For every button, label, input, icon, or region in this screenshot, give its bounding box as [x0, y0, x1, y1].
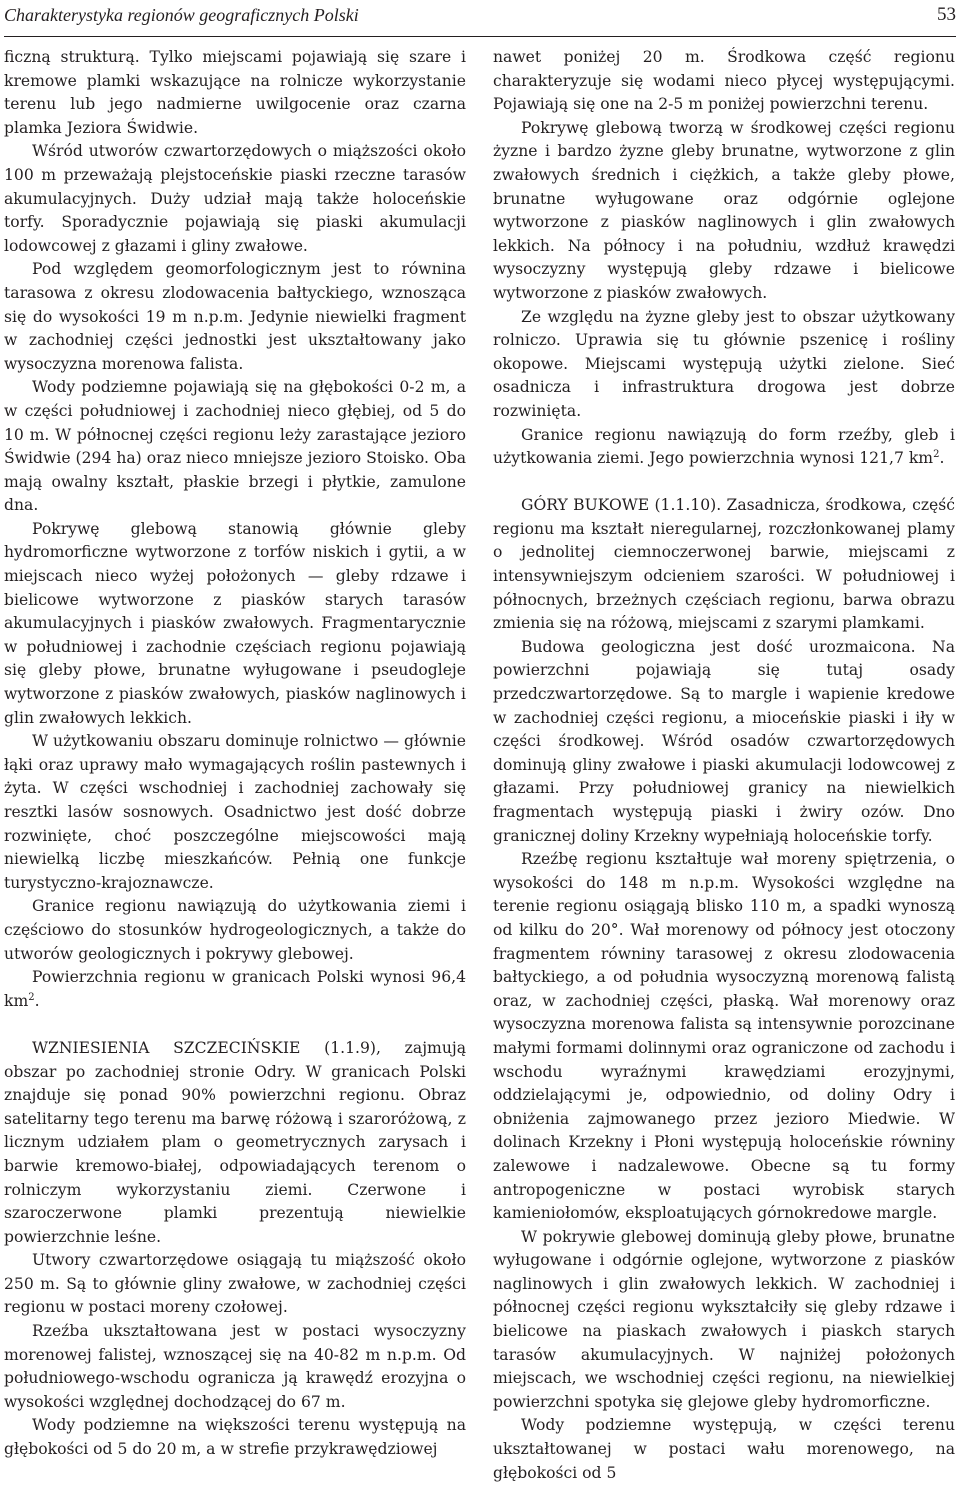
paragraph: Utwory czwartorzędowe osiągają tu miąższość około 250 m. Są to głównie gliny zwałowe, w zachodniej części regionu w postaci moreny czołowej.	[4, 1251, 466, 1317]
left-column	[4, 46, 466, 1462]
paragraph: Rzeźba ukształtowana jest w postaci wysoczyzny morenowej falistej, wznoszącej się na 40-82 m n.p.m. Od południowego-wschodu ogranicza ją krawędź erozyjna o wysokości względnej dochodzącej do 67 m.	[4, 1322, 466, 1411]
paragraph: Wśród utworów czwartorzędowych o miąższości około 100 m przeważają plejstoceńskie piaski rzeczne tarasów akumulacyjnych. Duży udział mają także holoceńskie torfy. Sporadycznie pojawiają się piaski akumulacji lodowcowej z głazami i gliny zwałowe.	[4, 142, 466, 255]
area-paragraph	[4, 966, 466, 1013]
page-header	[4, 4, 956, 37]
area-text: Powierzchnia regionu w granicach Polski wynosi 96,4 km	[4, 968, 466, 1010]
superscript: 2	[28, 991, 35, 1003]
paragraph: Wody podziemne występują, w części terenu ukształtowanej w postaci wału morenowego, na głębokości od 5	[493, 1416, 955, 1482]
paragraph: Pod względem geomorfologicznym jest to równina tarasowa z okresu zlodowacenia bałtyckiego, wznosząca się do wysokości 19 m n.p.m. Jedynie niewielki fragment w zachodniej części jednostki jest ukształtowany jako wysoczyzna morenowa falista.	[4, 260, 466, 373]
superscript: 2	[933, 449, 940, 461]
paragraph: Wody podziemne na większości terenu występują na głębokości od 5 do 20 m, a w strefie przykrawędziowej	[4, 1416, 466, 1459]
area-paragraph	[493, 424, 955, 471]
paragraph: Pokrywę glebową stanowią głównie gleby hydromorficzne wytworzone z torfów niskich i gytii, a w miejscach nieco wyżej położonych — gleby rdzawe i bielicowe wytworzone z piasków starych tarasów akumulacyjnych i piasków zwałowych. Fragmentarycznie w południowej i zachodnie częściach regionu pojawiają się gleby płowe, brunatne wyługowane i pseudogleje wytworzone z piasków zwałowych, piasków naglinowych i glin zwałowych lekkich.	[4, 519, 466, 727]
paragraph: Wody podziemne pojawiają się na głębokości 0-2 m, a w części południowej i zachodniej nieco głębiej, od 5 do 10 m. W północnej części regionu leży zarastające jezioro Świdwie (294 ha) oraz nieco mniejsze jezioro Stoisko. Oba mają owalny kształt, płaskie brzegi i płytkie, zamulone dna.	[4, 378, 466, 515]
paragraph: Granice regionu nawiązują do użytkowania ziemi i częściowo do stosunków hydrogeologicznych, a także do utworów geologicznych i pokrywy glebowej.	[4, 897, 466, 963]
section-paragraph-gory-bukowe: GÓRY BUKOWE (1.1.10). Zasadnicza, środkowa, część regionu ma kształt nieregularnej, rozczłonkowanej plamy o jednolitej ciemnoczerwonej barwie, miejscami z intensywniejszym odcieniem szarości. W południowej i północnych, brzeżnych częściach regionu, barwa obrazu zmienia się na różową, miejscami z szarymi plamkami.	[493, 496, 955, 633]
paragraph: ficzną strukturą. Tylko miejscami pojawiają się szare i kremowe plamki wskazujące na rolnicze wykorzystanie terenu lub jego nadmierne uwilgocenie oraz czarna plamka Jeziora Świdwie.	[4, 48, 466, 137]
area-text: Granice regionu nawiązują do form rzeźby, gleb i użytkowania ziemi. Jego powierzchnia wynosi 121,7 km	[493, 425, 955, 468]
area-end: .	[34, 991, 40, 1010]
paragraph: Rzeźbę regionu kształtuje wał moreny spiętrzenia, o wysokości do 148 m n.p.m. Wysokości względne na terenie regionu osiągają blisko 110 m, a spadki wynoszą od kilku do 20°. Wał morenowy od północy jest otoczony fragmentem równiny tarasowej z okresu zlodowacenia bałtyckiego, a od południa wysoczyzną morenową falistą oraz, w zachodniej części, płaską. Wał morenowy oraz wysoczyzna morenowa falista są intensywnie porozcinane małymi formami dolinnymi oraz ograniczone od zachodu i wschodu wyraźnymi krawędziami erozyjnymi, oddzielającymi je, odpowiednio, od doliny Odry i obniżenia zajmowanego przez jezioro Miedwie. W dolinach Krzekny i Płoni występują holoceńskie równiny zalewowe i nadzalewowe. Obecne są tu formy antropogeniczne w postaci wyrobisk starych kamieniołomów, eksploatujących górnokredowe margle.	[493, 850, 955, 1223]
paragraph: W użytkowaniu obszaru dominuje rolnictwo — głównie łąki oraz uprawy mało wymagających roślin pastewnych i żyta. W części wschodniej i zachodniej zachowały się resztki lasów sosnowych. Osadnictwo jest dość dobrze rozwinięte, choć poszczególne miejscowości mają niewielką liczbę mieszkańców. Pełnią one funkcje turystyczno-krajoznawcze.	[4, 732, 466, 892]
running-title: Charakterystyka regionów geograficznych Polski	[4, 5, 359, 25]
area-end: .	[939, 449, 945, 468]
paragraph: Pokrywę glebową tworzą w środkowej części regionu żyzne i bardzo żyzne gleby brunatne, wytworzone z glin zwałowych średnich i ciężkich, a także gleby płowe, brunatne wyługowane oraz odgórnie oglejone wytworzone z piasków naglinowych i glin zwałowych lekkich. Na północy i na południu, wzdłuż krawędzi wysoczyzny występują gleby rdzawe i bielicowe wytworzone z piasków zwałowych.	[493, 118, 955, 302]
right-column	[493, 46, 955, 1485]
paragraph: Ze względu na żyzne gleby jest to obszar użytkowany rolniczo. Uprawia się tu głównie pszenicę i rośliny okopowe. Miejscami występują użytki zielone. Sieć osadnicza i infrastruktura drogowa jest dobrze rozwinięta.	[493, 307, 955, 420]
paragraph: W pokrywie glebowej dominują gleby płowe, brunatne wyługowane i odgórnie oglejone, wytworzone z piasków naglinowych i glin zwałowych lekkich. W zachodniej i północnej części regionu wykształciły się gleby rdzawe i bielicowe na piaskach zwałowych i piaskch starych tarasów akumulacyjnych. W najniżej położonych miejscach, we wschodniej części regionu, na niewielkiej powierzchni spotyka się glejowe gleby hydromorficzne.	[493, 1227, 955, 1411]
paragraph: Budowa geologiczna jest dość urozmaicona. Na powierzchni pojawiają się tutaj osady przedczwartorzędowe. Są to margle i wapienie kredowe w zachodniej części regionu, a mioceńskie piaski i iły w części środkowej. Wśród osadów czwartorzędowych dominują gliny zwałowe i piaski akumulacji lodowcowej z głazami. Przy południowej granicy na niewielkich fragmentach występują piaski i żwiry ozów. Dno granicznej doliny Krzekny wypełniają holoceńskie torfy.	[493, 637, 955, 845]
page-number: 53	[937, 4, 956, 25]
paragraph: nawet poniżej 20 m. Środkowa część regionu charakteryzuje się wodami nieco płycej występującymi. Pojawiają się one na 2-5 m poniżej powierzchni terenu.	[493, 48, 955, 114]
section-paragraph-wzniesienia-szczecinskie: WZNIESIENIA SZCZECIŃSKIE (1.1.9), zajmują obszar po zachodniej stronie Odry. W granicach Polski znajduje się ponad 90% powierzchni regionu. Obraz satelitarny tego terenu ma barwę różową i szaroróżową, z licznym udziałem plam o geometrycznych zarysach i barwie kremowo-białej, odpowiadających terenom o rolniczym wykorzystaniu ziemi. Czerwone i szaroczerwone plamki prezentują niewielkie powierzchnie leśne.	[4, 1038, 466, 1246]
